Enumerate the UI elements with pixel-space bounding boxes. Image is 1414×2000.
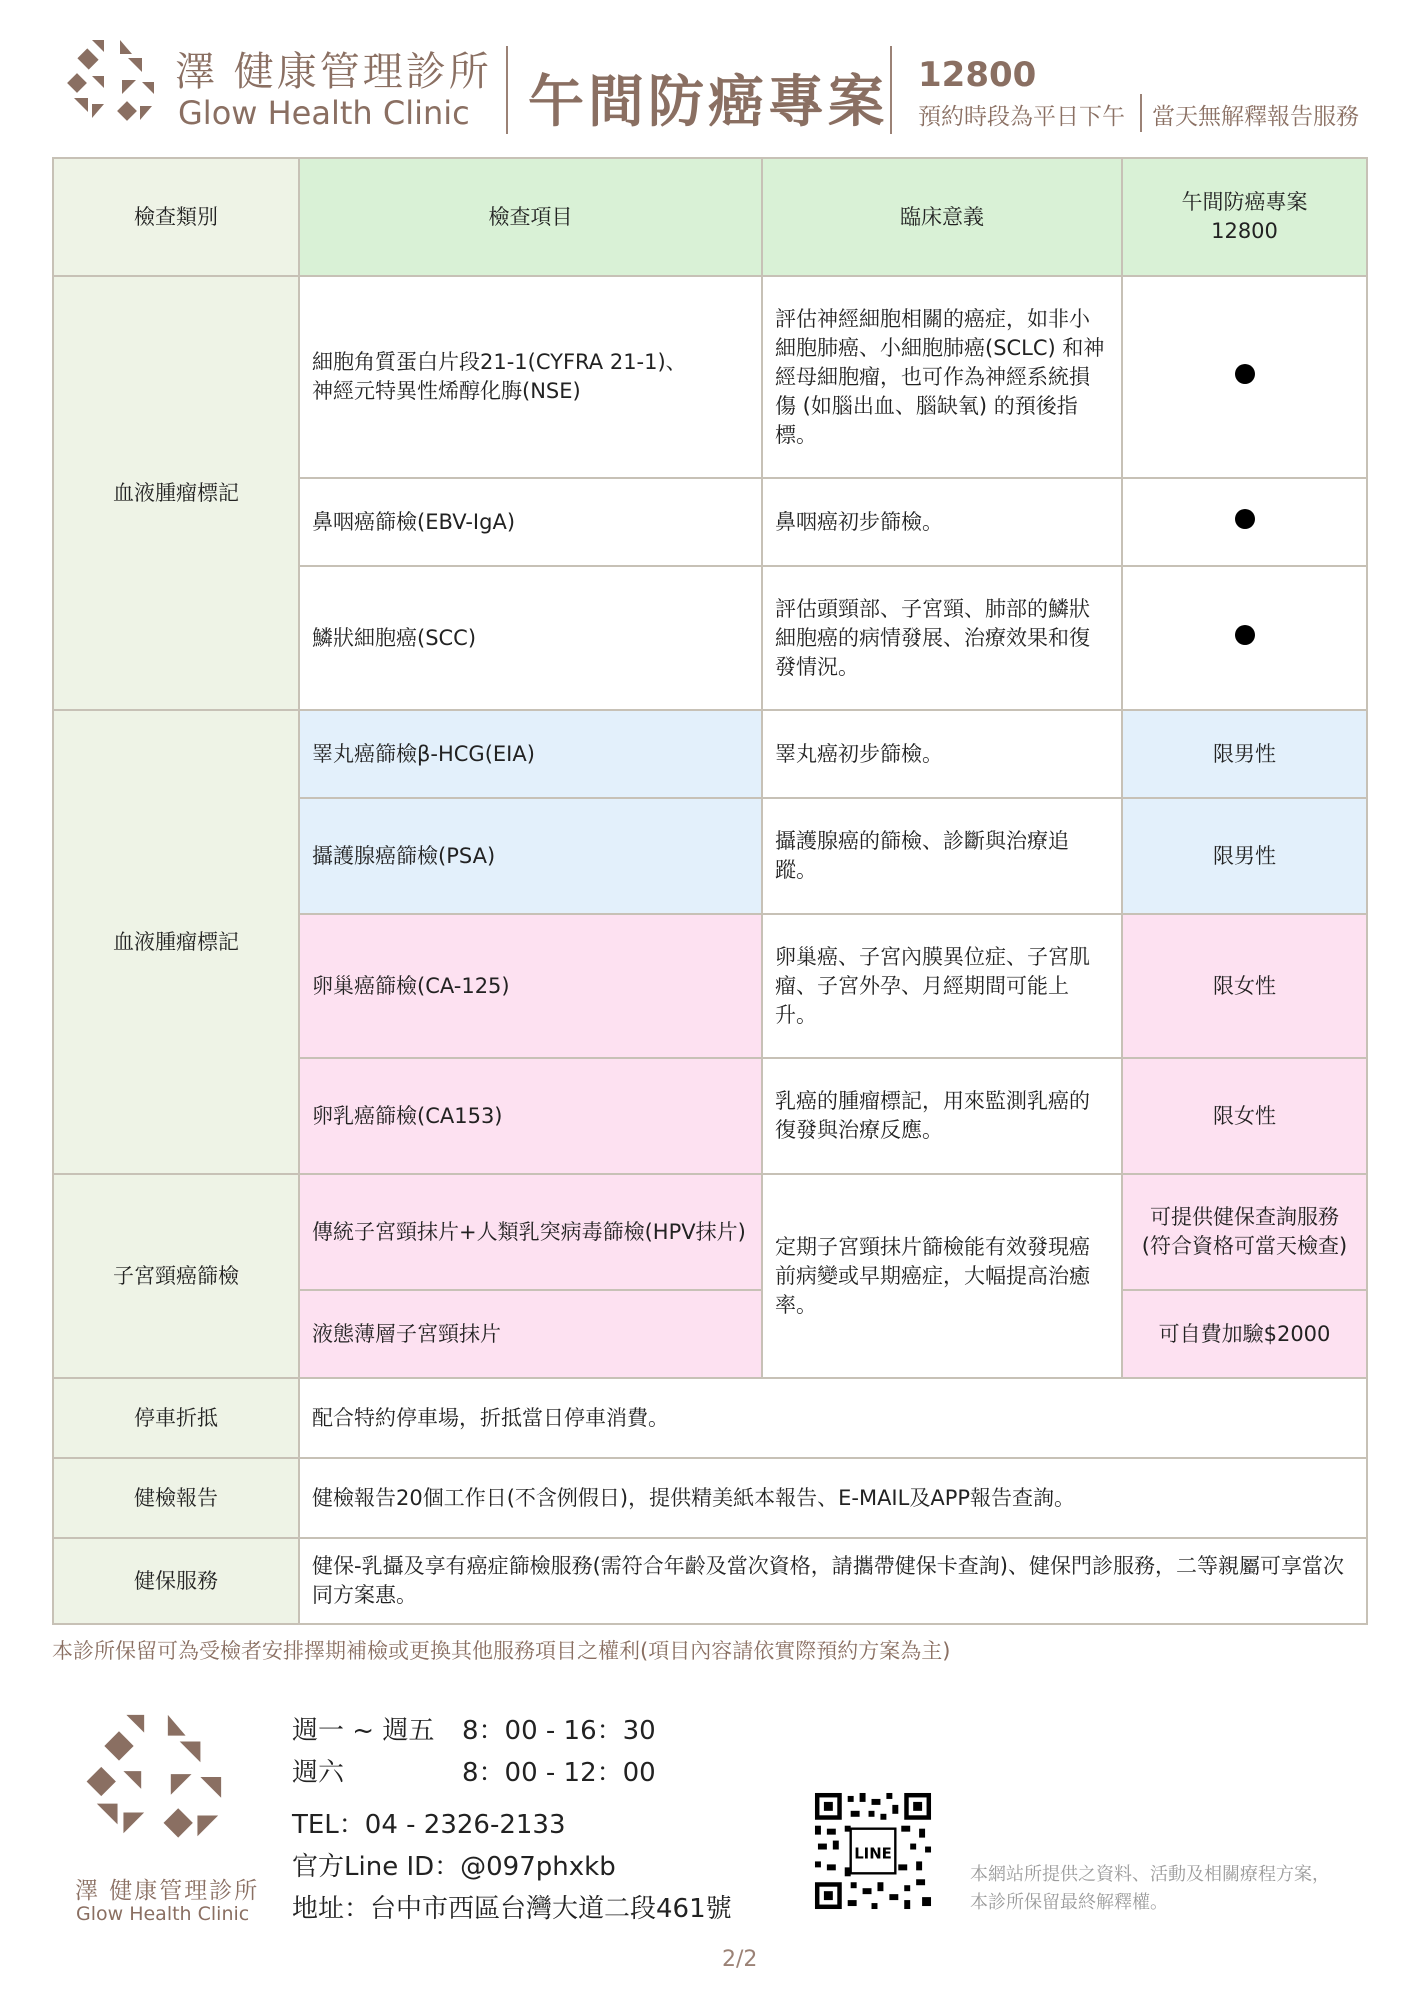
divider (890, 46, 892, 134)
table-row (53, 1174, 1367, 1290)
included-dot-icon (1235, 509, 1255, 529)
plan-cell: 限女性 (1122, 1058, 1367, 1174)
line-qr-code-icon[interactable] (812, 1790, 934, 1912)
plan-cell (1122, 566, 1367, 710)
included-dot-icon (1235, 364, 1255, 384)
page-number: 2/2 (722, 1947, 758, 1972)
item-cell: 卵乳癌篩檢(CA153) (299, 1058, 762, 1174)
meaning-cell: 睪丸癌初步篩檢。 (762, 710, 1122, 798)
included-dot-icon (1235, 625, 1255, 645)
note-service: 當天無解釋報告服務 (1152, 104, 1359, 130)
hours-days: 週六 (292, 1758, 345, 1788)
item-cell: 睪丸癌篩檢β-HCG(EIA) (299, 710, 762, 798)
category-cell: 血液腫瘤標記 (53, 276, 299, 710)
divider (1140, 94, 1142, 132)
item-cell: 傳統子宮頸抹片+人類乳突病毒篩檢(HPV抹片) (299, 1174, 762, 1290)
category-cell: 子宮頸癌篩檢 (53, 1174, 299, 1378)
clinic-name-en: Glow Health Clinic (178, 94, 470, 132)
line-id: 官方Line ID：@097phxkb (292, 1852, 616, 1882)
plan-cell (1122, 478, 1367, 566)
meaning-cell: 卵巢癌、子宮內膜異位症、子宮肌瘤、子宮外孕、月經期間可能上升。 (762, 914, 1122, 1058)
category-cell: 健保服務 (53, 1538, 299, 1624)
table-header-row (53, 158, 1367, 276)
plan-cell: 限男性 (1122, 710, 1367, 798)
table-row (53, 1378, 1367, 1458)
meaning-cell: 定期子宮頸抹片篩檢能有效發現癌前病變或早期癌症，大幅提高治癒率。 (762, 1174, 1122, 1378)
category-cell: 血液腫瘤標記 (53, 710, 299, 1174)
header-plan: 午間防癌專案 12800 (1122, 158, 1367, 276)
hours-days: 週一 ~ 週五 (292, 1716, 435, 1746)
meaning-cell: 評估頭頸部、子宮頸、肺部的鱗狀細胞癌的病情發展、治療效果和復發情況。 (762, 566, 1122, 710)
item-cell: 液態薄層子宮頸抹片 (299, 1290, 762, 1378)
hours-time: 8：00 - 12：00 (462, 1758, 656, 1788)
plan-cell: 可提供健保查詢服務 (符合資格可當天檢查) (1122, 1174, 1367, 1290)
meaning-cell: 乳癌的腫瘤標記，用來監測乳癌的復發與治療反應。 (762, 1058, 1122, 1174)
rights-note: 本診所保留可為受檢者安排擇期補檢或更換其他服務項目之權利(項目內容請依實際預約方案為主) (52, 1639, 951, 1663)
header-item: 檢查項目 (299, 158, 762, 276)
category-cell: 健檢報告 (53, 1458, 299, 1538)
clinic-logo-icon (62, 32, 162, 132)
plan-cell: 可自費加驗$2000 (1122, 1290, 1367, 1378)
item-cell: 細胞角質蛋白片段21-1(CYFRA 21-1)、 神經元特異性烯醇化脢(NSE) (299, 276, 762, 478)
header-category: 檢查類別 (53, 158, 299, 276)
qr-label: LINE (854, 1844, 892, 1863)
category-cell: 停車折抵 (53, 1378, 299, 1458)
meaning-cell: 評估神經細胞相關的癌症，如非小細胞肺癌、小細胞肺癌(SCLC) 和神經母細胞瘤，也可作為神經系統損傷 (如腦出血、腦缺氧) 的預後指標。 (762, 276, 1122, 478)
clinic-logo-icon (82, 1705, 230, 1855)
plan-table (52, 157, 1368, 1625)
extra-text-cell: 健保-乳攝及享有癌症篩檢服務(需符合年齡及當次資格，請攜帶健保卡查詢)、健保門診服務，二等親屬可享當次同方案惠。 (299, 1538, 1367, 1624)
table-row (53, 710, 1367, 798)
disclaimer-line-2: 本診所保留最終解釋權。 (970, 1892, 1168, 1913)
plan-cell: 限男性 (1122, 798, 1367, 914)
meaning-cell: 攝護腺癌的篩檢、診斷與治療追蹤。 (762, 798, 1122, 914)
hours-row (292, 1752, 656, 1789)
hours-time: 8：00 - 16：30 (462, 1716, 656, 1746)
item-cell: 鱗狀細胞癌(SCC) (299, 566, 762, 710)
hours-row (292, 1710, 656, 1747)
table-row (53, 276, 1367, 478)
disclaimer-line-1: 本網站所提供之資料、活動及相關療程方案， (970, 1864, 1330, 1885)
plan-price: 12800 (918, 55, 1037, 95)
header-meaning: 臨床意義 (762, 158, 1122, 276)
footer-clinic-name-zh: 澤 健康管理診所 (75, 1878, 260, 1904)
extra-text-cell: 配合特約停車場，折抵當日停車消費。 (299, 1378, 1367, 1458)
item-cell: 攝護腺癌篩檢(PSA) (299, 798, 762, 914)
table-row (53, 1458, 1367, 1538)
divider (506, 46, 508, 134)
clinic-name-zh: 澤 健康管理診所 (175, 49, 492, 95)
footer-clinic-name-en: Glow Health Clinic (76, 1903, 250, 1925)
note-time: 預約時段為平日下午 (918, 104, 1125, 130)
phone-number: TEL：04 - 2326-2133 (292, 1810, 566, 1840)
item-cell: 鼻咽癌篩檢(EBV-IgA) (299, 478, 762, 566)
address: 地址：台中市西區台灣大道二段461號 (292, 1894, 732, 1924)
plan-cell (1122, 276, 1367, 478)
plan-cell: 限女性 (1122, 914, 1367, 1058)
meaning-cell: 鼻咽癌初步篩檢。 (762, 478, 1122, 566)
extra-text-cell: 健檢報告20個工作日(不含例假日)，提供精美紙本報告、E-MAIL及APP報告查詢。 (299, 1458, 1367, 1538)
plan-title: 午間防癌專案 (528, 70, 888, 135)
page-header (0, 0, 1414, 150)
table-row (53, 1538, 1367, 1624)
item-cell: 卵巢癌篩檢(CA-125) (299, 914, 762, 1058)
